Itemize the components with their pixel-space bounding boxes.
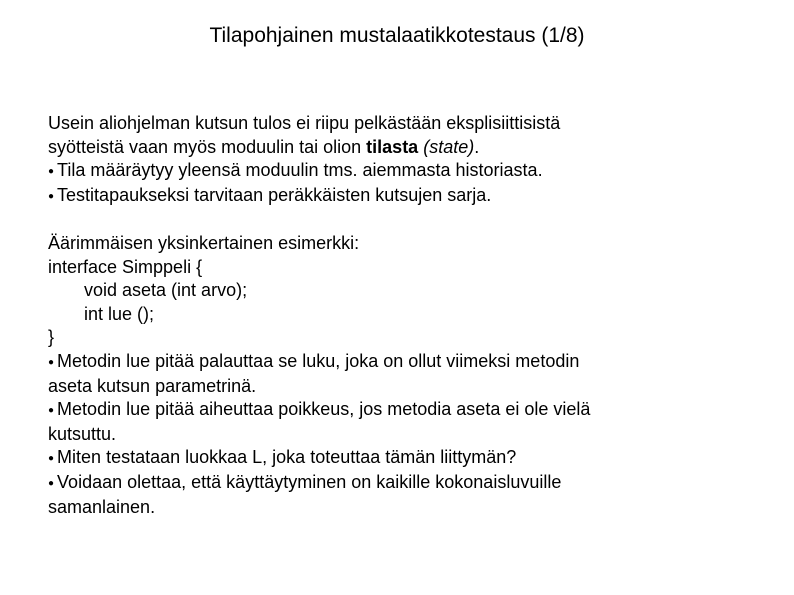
example-bullet: [48, 471, 768, 496]
example-bullet: [48, 350, 768, 375]
intro-line-1: Usein aliohjelman kutsun tulos ei riipu pelkästään eksplisiittisistä: [48, 113, 561, 133]
period: .: [474, 136, 480, 157]
bullet-text: Voidaan olettaa, että käyttäytyminen on kaikille kokonaisluvuille: [57, 471, 562, 492]
example-bullet-continuation: samanlainen.: [48, 496, 156, 517]
bullet-text: Metodin lue pitää palauttaa se luku, joka on ollut viimeksi metodin: [57, 350, 580, 371]
bullet-text: Testitapaukseksi tarvitaan peräkkäisten kutsujen sarja.: [57, 184, 492, 205]
bullet-icon: ●: [48, 453, 55, 465]
example-bullet-continuation: kutsuttu.: [48, 423, 117, 444]
bullet-icon: ●: [48, 356, 55, 368]
bullet-text: Tila määräytyy yleensä moduulin tms. aiemmasta historiasta.: [57, 160, 543, 181]
example-bullet: [48, 446, 768, 471]
code-line: }: [48, 327, 55, 348]
code-line: interface Simppeli {: [48, 256, 203, 277]
code-line: void aseta (int arvo);: [84, 280, 248, 301]
bullet-text: Metodin lue pitää aiheuttaa poikkeus, jos metodia aseta ei ole vielä: [57, 399, 591, 420]
bullet-icon: ●: [48, 405, 55, 417]
state-english-term: (state): [423, 136, 475, 157]
bullet-text: Miten testataan luokkaa L, joka toteuttaa tämän liittymän?: [57, 447, 517, 468]
intro-bullet: [48, 159, 768, 184]
example-bullet: [48, 398, 768, 423]
bullet-icon: ●: [48, 166, 55, 178]
bullet-icon: ●: [48, 477, 55, 489]
intro-line-2: [48, 136, 768, 160]
slide-title: Tilapohjainen mustalaatikkotestaus (1/8): [209, 24, 585, 47]
bullet-icon: ●: [48, 190, 55, 202]
spacer: [48, 208, 768, 232]
state-term: tilasta: [366, 136, 419, 157]
slide-body: [48, 112, 768, 519]
code-line: int lue ();: [84, 303, 155, 324]
intro-bullet: [48, 184, 768, 209]
example-heading: Äärimmäisen yksinkertainen esimerkki:: [48, 232, 360, 253]
intro-text: syötteistä vaan myös moduulin tai olion: [48, 136, 367, 157]
example-bullet-continuation: aseta kutsun parametrinä.: [48, 375, 257, 396]
